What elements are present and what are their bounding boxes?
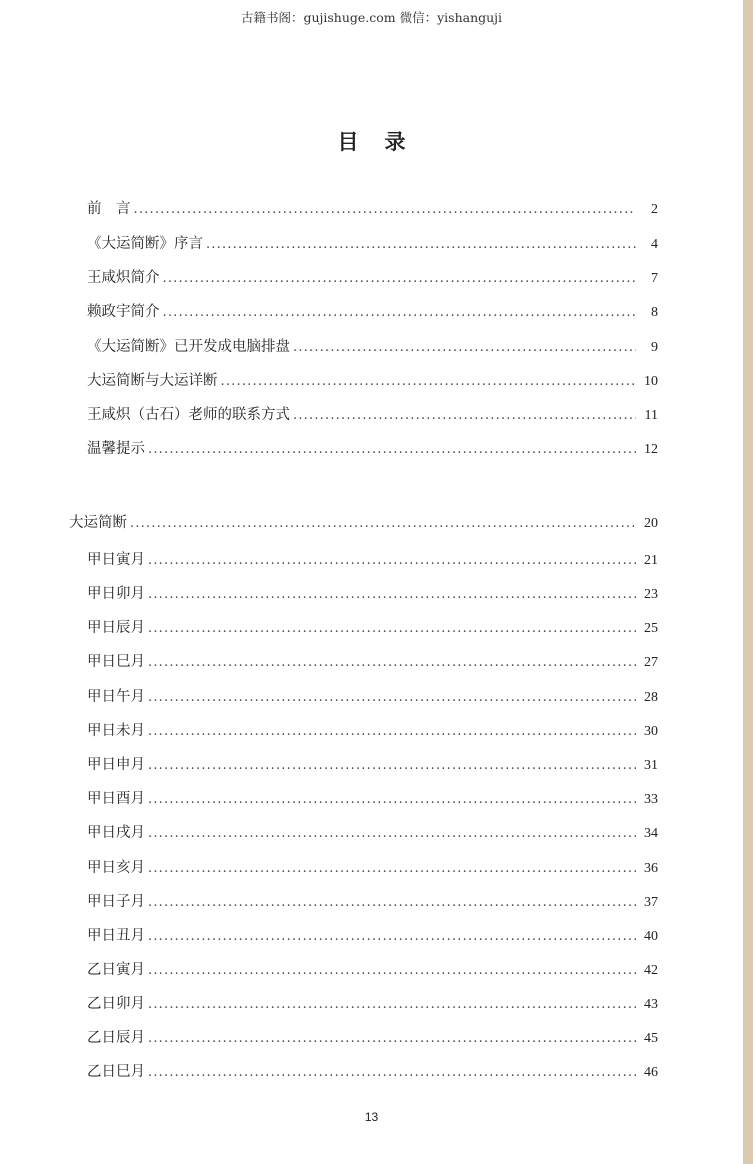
toc-leader-dots: [148, 895, 636, 911]
toc-entry[interactable]: [87, 436, 658, 458]
toc-entry-label: 甲日午月: [87, 689, 145, 705]
page-edge: [743, 0, 753, 1164]
toc-leader-dots: [148, 997, 636, 1013]
toc-entry-page: 10: [644, 374, 658, 389]
toc-entry-label: 甲日子月: [87, 894, 145, 910]
toc-entry-page: 28: [644, 690, 658, 705]
toc-entry-page: 40: [644, 929, 658, 944]
toc-section-page: 20: [644, 516, 658, 531]
watermark-header: 古籍书阁：gujishuge.com 微信：yishanguji: [240, 10, 503, 25]
toc-leader-dots: [148, 792, 636, 808]
toc-entry-label: 大运简断与大运详断: [87, 373, 218, 389]
toc-entry[interactable]: [87, 718, 658, 740]
toc-entry-page: 21: [644, 553, 658, 568]
toc-entry[interactable]: [87, 684, 658, 706]
toc-entry[interactable]: [87, 547, 658, 569]
toc-leader-dots: [148, 690, 636, 706]
toc-entry-label: 甲日卯月: [87, 586, 145, 602]
toc-entry-label: 王咸炽简介: [87, 270, 160, 286]
toc-leader-dots: [148, 442, 636, 458]
toc-leader-dots: [148, 587, 636, 603]
toc-entry-label: 乙日辰月: [87, 1030, 145, 1046]
toc-leader-dots: [148, 929, 636, 945]
toc-entry-label: 甲日未月: [87, 723, 145, 739]
toc-leader-dots: [134, 202, 637, 218]
toc-entry[interactable]: [87, 855, 658, 877]
toc-entry-page: 45: [644, 1031, 658, 1046]
toc-entry-page: 7: [651, 271, 658, 286]
toc-entry-label: 《大运简断》已开发成电脑排盘: [87, 339, 290, 355]
toc-entry-label: 甲日丑月: [87, 928, 145, 944]
toc-entry-label: 《大运简断》序言: [87, 236, 203, 252]
toc-leader-dots: [148, 826, 636, 842]
toc-section-heading[interactable]: [69, 510, 658, 532]
toc-entry[interactable]: [87, 581, 658, 603]
toc-entry-page: 43: [644, 997, 658, 1012]
toc-leader-dots: [130, 516, 636, 532]
toc-leader-dots: [148, 1031, 636, 1047]
toc-entry[interactable]: [87, 299, 658, 321]
toc-entry[interactable]: [87, 649, 658, 671]
toc-entry-label: 温馨提示: [87, 441, 145, 457]
toc-entry[interactable]: [87, 752, 658, 774]
toc-leader-dots: [148, 621, 636, 637]
toc-entry[interactable]: [87, 231, 658, 253]
toc-entry[interactable]: [87, 615, 658, 637]
toc-entry-page: 11: [644, 408, 658, 423]
toc-entry-label: 乙日卯月: [87, 996, 145, 1012]
toc-entry[interactable]: [87, 402, 658, 424]
toc-leader-dots: [221, 374, 637, 390]
toc-leader-dots: [148, 724, 636, 740]
toc-leader-dots: [148, 963, 636, 979]
toc-entry-page: 33: [644, 792, 658, 807]
toc-entry[interactable]: [87, 991, 658, 1013]
toc-entry-page: 25: [644, 621, 658, 636]
toc-leader-dots: [148, 553, 636, 569]
toc-leader-dots: [148, 861, 636, 877]
toc-entry-label: 甲日寅月: [87, 552, 145, 568]
toc-entry[interactable]: [87, 957, 658, 979]
toc-entry-page: 4: [651, 237, 658, 252]
toc-entry[interactable]: [87, 923, 658, 945]
toc-leader-dots: [293, 408, 636, 424]
toc-leader-dots: [148, 758, 636, 774]
toc-entry[interactable]: [87, 1025, 658, 1047]
toc-entry-page: 8: [651, 305, 658, 320]
toc-entry-label: 赖政宇简介: [87, 304, 160, 320]
toc-entry-page: 2: [651, 202, 658, 217]
toc-leader-dots: [293, 340, 636, 356]
toc-entry-label: 甲日申月: [87, 757, 145, 773]
toc-entry-page: 9: [651, 340, 658, 355]
toc-entry-page: 36: [644, 861, 658, 876]
toc-entry[interactable]: [87, 820, 658, 842]
toc-entry-page: 12: [644, 442, 658, 457]
toc-entry[interactable]: [87, 1059, 658, 1081]
toc-entry[interactable]: [87, 368, 658, 390]
toc-entry-label: 乙日巳月: [87, 1064, 145, 1080]
toc-entry-label: 甲日亥月: [87, 860, 145, 876]
page-number: 13: [364, 1110, 379, 1124]
toc-entry-page: 34: [644, 826, 658, 841]
toc-leader-dots: [163, 271, 637, 287]
toc-leader-dots: [206, 237, 636, 253]
toc-entry[interactable]: [87, 196, 658, 218]
toc-entry[interactable]: [87, 786, 658, 808]
page-title: 目录: [337, 129, 432, 154]
toc-entry-label: 甲日巳月: [87, 654, 145, 670]
toc-entry-label: 甲日辰月: [87, 620, 145, 636]
toc-section-label: 大运简断: [69, 515, 127, 531]
toc-entry-page: 42: [644, 963, 658, 978]
toc-entry[interactable]: [87, 265, 658, 287]
toc-entry-label: 王咸炽（古石）老师的联系方式: [87, 407, 290, 423]
toc-entry-label: 前 言: [87, 201, 131, 217]
toc-leader-dots: [148, 655, 636, 671]
toc-entry-page: 46: [644, 1065, 658, 1080]
toc-entry-label: 甲日酉月: [87, 791, 145, 807]
toc-entry-page: 37: [644, 895, 658, 910]
toc-entry-label: 乙日寅月: [87, 962, 145, 978]
toc-entry-page: 27: [644, 655, 658, 670]
toc-entry[interactable]: [87, 334, 658, 356]
toc-leader-dots: [163, 305, 637, 321]
toc-entry-page: 30: [644, 724, 658, 739]
toc-entry[interactable]: [87, 889, 658, 911]
toc-entry-page: 31: [644, 758, 658, 773]
toc-entry-label: 甲日戌月: [87, 825, 145, 841]
toc-entry-page: 23: [644, 587, 658, 602]
toc-leader-dots: [148, 1065, 636, 1081]
